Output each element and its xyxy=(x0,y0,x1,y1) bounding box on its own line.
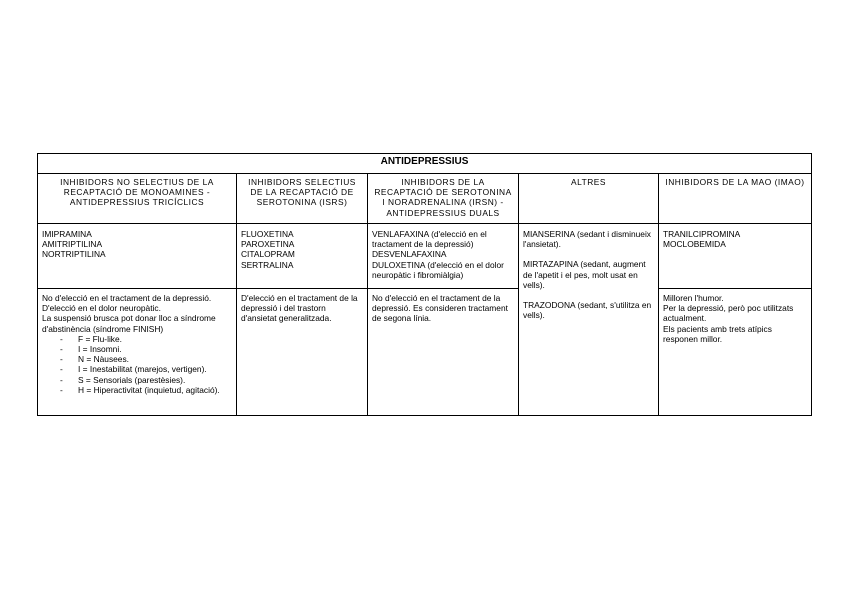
list-item: - I = Insomni. xyxy=(60,344,122,355)
drug-item: AMITRIPTILINA xyxy=(42,239,103,250)
finish-mnemonic-list xyxy=(42,334,232,395)
list-item: - H = Hiperactivitat (inquietud, agitació). xyxy=(60,384,220,395)
drug-item: SERTRALINA xyxy=(241,259,294,270)
list-item: - N = Nàusees. xyxy=(60,354,129,365)
drug-item: DESVENLAFAXINA xyxy=(372,249,447,260)
notes-maoi xyxy=(659,289,812,416)
drug-item: IMIPRAMINA xyxy=(42,229,92,239)
drug-item: MIRTAZAPINA (sedant, augment de l'apetit i el pes, molt usat en vells). xyxy=(523,259,648,290)
note-item: La suspensió brusca pot donar lloc a síndrome d'abstinència (síndrome FINISH) xyxy=(42,313,218,334)
header-maoi: INHIBIDORS DE LA MAO (IMAO) xyxy=(659,174,812,224)
header-others: ALTRES xyxy=(519,174,659,224)
note-item: Per la depressió, però poc utilitzats actualment. xyxy=(663,303,796,324)
header-snri: INHIBIDORS DE LA RECAPTACIÓ DE SEROTONINA I NORADRENALINA (IRSN) - ANTIDEPRESSIUS DUALS xyxy=(368,174,519,224)
antidepressants-table xyxy=(37,153,812,416)
drugs-ssri xyxy=(237,224,368,289)
drugs-snri xyxy=(368,224,519,289)
note-item: No d'elecció en el tractament de la depressió. Es consideren tractament de segona línia. xyxy=(372,293,511,324)
drug-item: VENLAFAXINA (d'elecció en el tractament de la depressió) xyxy=(372,229,490,250)
drug-item: DULOXETINA (d'elecció en el dolor neuropàtic i fibromiàlgia) xyxy=(372,259,507,280)
notes-snri xyxy=(368,289,519,416)
list-item: - I = Inestabilitat (marejos, vertigen). xyxy=(60,364,207,375)
drug-item: TRAZODONA (sedant, s'utilitza en vells). xyxy=(523,300,654,321)
drug-item: PAROXETINA xyxy=(241,239,295,250)
table-title: ANTIDEPRESSIUS xyxy=(38,154,812,174)
note-item: Els pacients amb trets atípics responen millor. xyxy=(663,323,775,344)
notes-ssri xyxy=(237,289,368,416)
drug-item: MOCLOBEMIDA xyxy=(663,239,726,250)
drug-item: FLUOXETINA xyxy=(241,229,294,239)
list-item: - F = Flu-like. xyxy=(60,333,122,344)
drugs-tricyclics xyxy=(38,224,237,289)
note-item: No d'elecció en el tractament de la depressió. xyxy=(42,293,212,303)
drug-item: NORTRIPTILINA xyxy=(42,249,106,260)
header-tricyclics: INHIBIDORS NO SELECTIUS DE LA RECAPTACIÓ DE MONOAMINES - ANTIDEPRESSIUS TRICÍCLICS xyxy=(38,174,237,224)
drugs-others xyxy=(519,224,659,416)
list-item: - S = Sensorials (parestèsies). xyxy=(60,374,186,385)
header-ssri: INHIBIDORS SELECTIUS DE LA RECAPTACIÓ DE SEROTONINA (ISRS) xyxy=(237,174,368,224)
drugs-maoi xyxy=(659,224,812,289)
note-item: D'elecció en el dolor neuropàtic. xyxy=(42,303,161,314)
note-item: D'elecció en el tractament de la depressió i del trastorn d'ansietat generalitzada. xyxy=(241,293,360,324)
note-item: Milloren l'humor. xyxy=(663,293,724,303)
drug-item: TRANILCIPROMINA xyxy=(663,229,741,239)
notes-tricyclics xyxy=(38,289,237,416)
drug-item: CITALOPRAM xyxy=(241,249,295,260)
drug-item: MIANSERINA (sedant i disminueix l'ansietat). xyxy=(523,229,654,250)
